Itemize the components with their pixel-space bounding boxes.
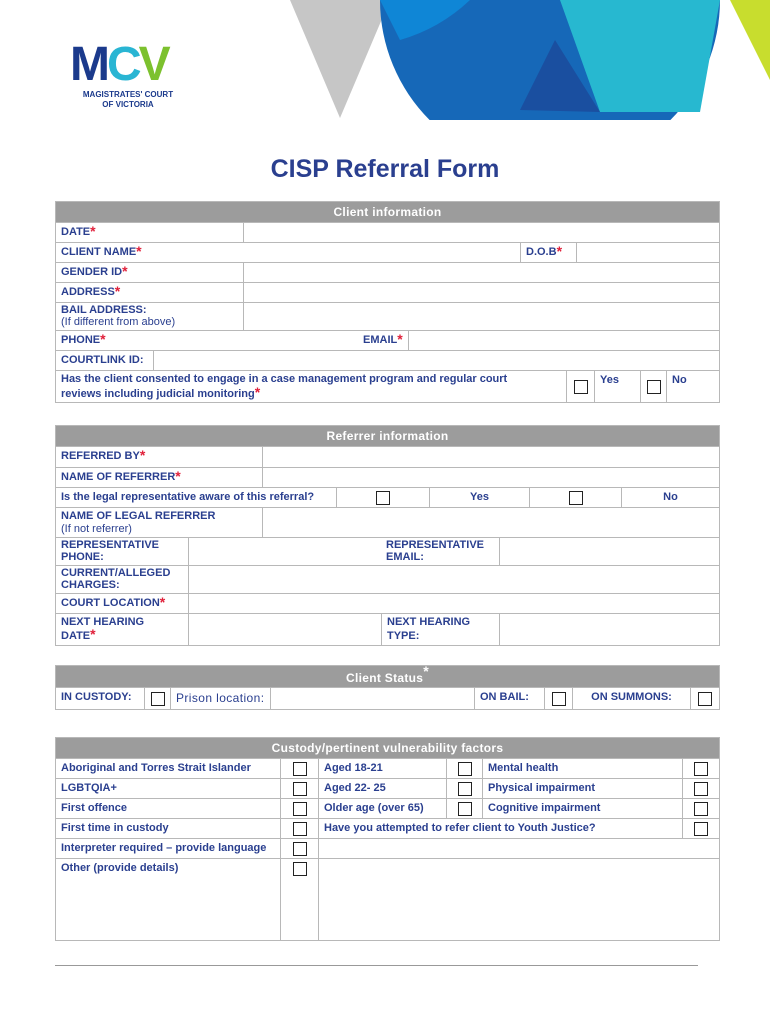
physical-checkbox[interactable] <box>694 782 708 796</box>
referrer-information-section <box>55 425 720 646</box>
on-bail-checkbox[interactable] <box>552 692 566 706</box>
referred-by-field[interactable] <box>262 447 719 467</box>
other-label: Other (provide details) <box>61 862 179 874</box>
court-location-row <box>56 593 719 613</box>
courtlink-row <box>56 350 719 370</box>
interpreter-cell <box>280 839 318 858</box>
legal-aware-no-checkbox[interactable] <box>569 491 583 505</box>
rep-phone-field[interactable] <box>188 538 381 565</box>
rep-email-label: REPRESENTATIVE EMAIL: <box>386 539 484 563</box>
client-information-heading: Client information <box>56 202 719 222</box>
first-offence-checkbox[interactable] <box>293 802 307 816</box>
first-custody-cell <box>280 819 318 838</box>
referred-by-row <box>56 446 719 467</box>
vulnerability-section <box>55 737 720 941</box>
lgbtqia-cell <box>280 779 318 798</box>
legal-aware-no-cell <box>529 488 621 507</box>
address-row <box>56 282 719 302</box>
consent-no-checkbox[interactable] <box>647 380 661 394</box>
vuln-row-1 <box>56 758 719 778</box>
email-label: EMAIL* <box>363 331 403 347</box>
logo-mark: MCV <box>70 38 168 91</box>
prison-location-field[interactable] <box>270 688 474 709</box>
cognitive-label: Cognitive impairment <box>482 799 682 818</box>
on-summons-cell <box>690 688 719 709</box>
next-hearing-type-field[interactable] <box>499 614 719 645</box>
aged-22-25-checkbox[interactable] <box>458 782 472 796</box>
legal-aware-yes-checkbox[interactable] <box>376 491 390 505</box>
on-summons-label: ON SUMMONS: <box>572 688 690 709</box>
phone-label: PHONE* <box>61 331 106 347</box>
lgbtqia-label: LGBTQIA+ <box>61 782 117 794</box>
charges-label: CURRENT/ALLEGED CHARGES: <box>61 567 171 591</box>
name-of-referrer-label: NAME OF REFERRER* <box>61 468 181 484</box>
interpreter-language-field[interactable] <box>318 839 719 858</box>
next-hearing-type-label: NEXT HEARING TYPE: <box>381 614 499 645</box>
logo-caption <box>70 90 186 110</box>
rep-email-field[interactable] <box>499 538 719 565</box>
date-field[interactable] <box>243 223 719 242</box>
dob-label: D.O.B* <box>526 243 563 259</box>
physical-cell <box>682 779 719 798</box>
cognitive-checkbox[interactable] <box>694 802 708 816</box>
youth-justice-checkbox[interactable] <box>694 822 708 836</box>
first-custody-label: First time in custody <box>61 822 169 834</box>
logo-caption-line-1: MAGISTRATES' COURT <box>82 90 174 99</box>
client-name-row <box>56 242 719 262</box>
courtlink-field[interactable] <box>153 351 719 370</box>
first-offence-cell <box>280 799 318 818</box>
legal-referrer-row <box>56 507 719 537</box>
date-row <box>56 222 719 242</box>
on-summons-checkbox[interactable] <box>698 692 712 706</box>
prison-location-label: Prison location: <box>170 688 270 709</box>
mental-health-cell <box>682 759 719 778</box>
consent-question: Has the client consented to engage in a case management program and regular court reviews including judicial monitoring* <box>61 373 508 400</box>
court-location-label: COURT LOCATION* <box>61 594 166 610</box>
referred-by-label: REFERRED BY* <box>61 447 146 463</box>
legal-aware-question: Is the legal representative aware of this referral? <box>61 491 315 503</box>
youth-justice-cell <box>682 819 719 838</box>
cognitive-cell <box>682 799 719 818</box>
phone-field[interactable] <box>243 331 358 350</box>
gender-row <box>56 262 719 282</box>
next-hearing-date-field[interactable] <box>188 614 381 645</box>
consent-yes-cell <box>566 371 594 402</box>
green-shape <box>730 0 770 80</box>
name-of-referrer-row <box>56 467 719 487</box>
client-status-heading: Client Status* <box>56 666 719 687</box>
charges-row <box>56 565 719 593</box>
client-name-field[interactable] <box>243 243 520 262</box>
next-hearing-date-label: NEXT HEARING DATE* <box>61 616 145 642</box>
client-status-row <box>56 687 719 709</box>
older-age-cell <box>446 799 482 818</box>
rep-phone-label: REPRESENTATIVE PHONE: <box>61 539 159 563</box>
courtlink-label: COURTLINK ID: <box>61 354 144 366</box>
interpreter-label: Interpreter required – provide language <box>61 842 267 854</box>
legal-aware-yes-cell <box>336 488 429 507</box>
in-custody-label: IN CUSTODY: <box>61 691 132 703</box>
other-checkbox[interactable] <box>293 862 307 876</box>
footer-divider <box>55 965 698 966</box>
phone-row <box>56 330 719 350</box>
legal-aware-no-label: No <box>621 488 719 507</box>
mental-health-checkbox[interactable] <box>694 762 708 776</box>
consent-row <box>56 370 719 402</box>
lgbtqia-checkbox[interactable] <box>293 782 307 796</box>
first-custody-checkbox[interactable] <box>293 822 307 836</box>
consent-yes-checkbox[interactable] <box>574 380 588 394</box>
youth-justice-label: Have you attempted to refer client to Youth Justice? <box>318 819 682 838</box>
gender-label: GENDER ID* <box>61 263 128 279</box>
aged-18-21-checkbox[interactable] <box>458 762 472 776</box>
other-details-field[interactable] <box>318 859 719 940</box>
aboriginal-checkbox[interactable] <box>293 762 307 776</box>
consent-no-label: No <box>666 371 719 402</box>
interpreter-checkbox[interactable] <box>293 842 307 856</box>
bail-address-row <box>56 302 719 330</box>
legal-referrer-label: NAME OF LEGAL REFERRER (If not referrer) <box>61 510 216 535</box>
aged-18-21-label: Aged 18-21 <box>318 759 446 778</box>
on-bail-cell <box>544 688 572 709</box>
aged-18-21-cell <box>446 759 482 778</box>
physical-label: Physical impairment <box>482 779 682 798</box>
grey-triangle-shape <box>290 0 390 118</box>
page-title: CISP Referral Form <box>270 155 500 183</box>
vuln-row-2 <box>56 778 719 798</box>
referrer-information-heading: Referrer information <box>56 426 719 446</box>
address-field[interactable] <box>243 283 719 302</box>
client-status-section <box>55 665 720 710</box>
representative-row <box>56 537 719 565</box>
email-field[interactable] <box>408 331 719 350</box>
vulnerability-heading: Custody/pertinent vulnerability factors <box>56 738 719 758</box>
aboriginal-cell <box>280 759 318 778</box>
vuln-row-3 <box>56 798 719 818</box>
bail-address-field[interactable] <box>243 303 719 330</box>
consent-yes-label: Yes <box>594 371 640 402</box>
mcv-logo <box>70 38 190 110</box>
logo-caption-line-2: OF VICTORIA <box>102 100 154 109</box>
legal-aware-row <box>56 487 719 507</box>
older-age-label: Older age (over 65) <box>318 799 446 818</box>
court-location-field[interactable] <box>188 594 719 613</box>
address-label: ADDRESS* <box>61 283 121 299</box>
on-bail-label: ON BAIL: <box>474 688 544 709</box>
aboriginal-label: Aboriginal and Torres Strait Islander <box>61 762 251 774</box>
legal-referrer-field[interactable] <box>262 508 719 537</box>
gender-field[interactable] <box>243 263 719 282</box>
aged-22-25-cell <box>446 779 482 798</box>
client-information-section <box>55 201 720 403</box>
in-custody-cell <box>144 688 170 709</box>
legal-aware-yes-label: Yes <box>429 488 529 507</box>
next-hearing-row <box>56 613 719 645</box>
in-custody-checkbox[interactable] <box>151 692 165 706</box>
older-age-checkbox[interactable] <box>458 802 472 816</box>
bail-address-label: BAIL ADDRESS: (If different from above) <box>61 304 176 328</box>
charges-field[interactable] <box>188 566 719 593</box>
vuln-row-5 <box>56 838 719 858</box>
other-cell <box>280 859 318 940</box>
vuln-row-6 <box>56 858 719 940</box>
date-label: DATE* <box>61 223 96 239</box>
first-offence-label: First offence <box>61 802 128 814</box>
client-name-label: CLIENT NAME* <box>61 243 142 259</box>
aged-22-25-label: Aged 22- 25 <box>318 779 446 798</box>
mental-health-label: Mental health <box>482 759 682 778</box>
dob-field[interactable] <box>576 243 719 262</box>
vuln-row-4 <box>56 818 719 838</box>
consent-no-cell <box>640 371 666 402</box>
name-of-referrer-field[interactable] <box>262 468 719 487</box>
